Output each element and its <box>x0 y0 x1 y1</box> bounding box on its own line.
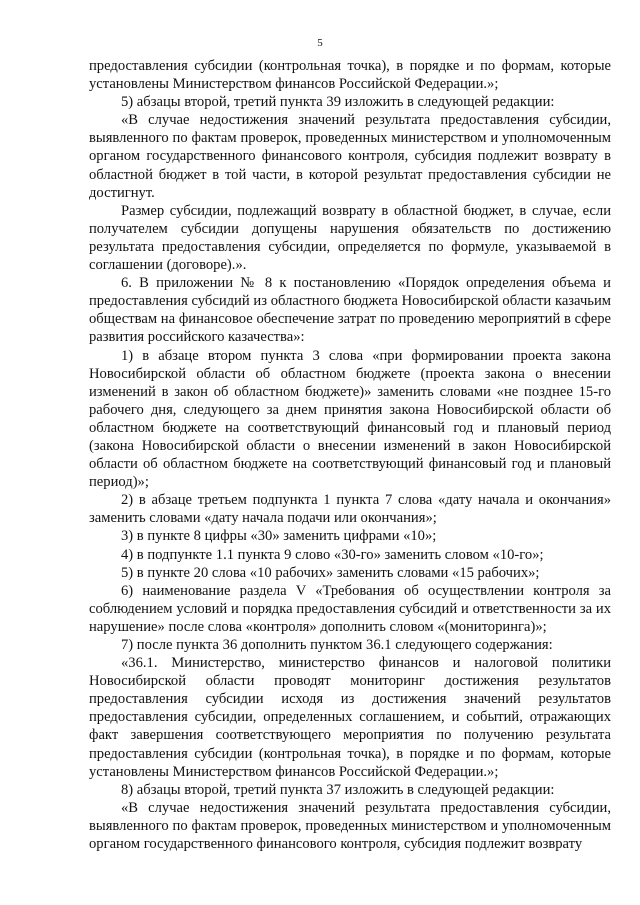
paragraph: 6) наименование раздела V «Требования об осуществлении контроля за соблюдением условий и порядка предоставления субсидий и ответственности за их нарушение» после слова «контроля» дополнить словом «(мониторинга)»; <box>89 582 611 635</box>
paragraph: 7) после пункта 36 дополнить пунктом 36.1 следующего содержания: <box>121 637 553 653</box>
paragraph: 6. В приложении № 8 к постановлению «Порядок определения объема и предоставления субсидий из областного бюджета Новосибирской области казачьим обществам на финансовое обеспечение затрат по проведению мероприятий в сфере развития российского казачества»: <box>89 275 611 346</box>
paragraph: 4) в подпункте 1.1 пункта 9 слово «30-го» заменить словом «10-го»; <box>121 546 544 563</box>
paragraph: 8) абзацы второй, третий пункта 37 изложить в следующей редакции: <box>121 781 555 798</box>
paragraph: 5) в пункте 20 слова «10 рабочих» заменить словами «15 рабочих»; <box>121 564 540 581</box>
paragraph: 1) в абзаце втором пункта 3 слова «при формировании проекта закона Новосибирской области об областном бюджете (проекта закона о внесении изменений в закон об областном бюджете)» заменить словами «не позднее 15-го рабочего дня, следующего за днем принятия закона Новосибирской области об областном бюджете на соответствующий финансовый год и плановый период (закона Новосибирской области о внесении изменений в закон Новосибирской области об областном бюджете на соответствующий финансовый год и плановый период)»; <box>89 347 611 491</box>
paragraph: «36.1. Министерство, министерство финансов и налоговой политики Новосибирской области проводят мониторинг достижения результатов предоставления субсидии исходя из достижения значений результатов предоставления субсидии, определенных соглашением, и событий, отражающих факт завершения соответствующего мероприятия по получению результата предоставления субсидии (контрольная точка), в порядке и по формам, которые установлены Министерством финансов Российской Федерации.»; <box>89 655 611 780</box>
paragraph: предоставления субсидии (контрольная точка), в порядке и по формам, которые установлены Министерством финансов Российской Федерации.»; <box>89 58 611 93</box>
document-body <box>89 57 611 853</box>
paragraph: «В случае недостижения значений результата предоставления субсидии, выявленного по фактам проверок, проведенных министерством и уполномоченным органом государственного финансового контроля, субсидия подлежит возврату <box>89 799 611 853</box>
paragraph: 3) в пункте 8 цифры «30» заменить цифрами «10»; <box>121 528 437 545</box>
paragraph: 2) в абзаце третьем подпункта 1 пункта 7 слова «дату начала и окончания» заменить словами «дату начала подачи или окончания»; <box>89 492 611 527</box>
paragraph: 5) абзацы второй, третий пункта 39 изложить в следующей редакции: <box>121 94 555 111</box>
paragraph: «В случае недостижения значений результата предоставления субсидии, выявленного по фактам проверок, проведенных министерством и уполномоченным органом государственного финансового контроля, субсидия подлежит возврату в областной бюджет в той части, в которой результат предоставления субсидии не достигнут. <box>89 112 611 201</box>
paragraph: Размер субсидии, подлежащий возврату в областной бюджет, в случае, если получателем субсидии допущены нарушения обязательств по достижению результата предоставления субсидии, определяется по формуле, указываемой в соглашении (договоре).». <box>89 202 611 274</box>
page-number: 5 <box>317 37 323 49</box>
